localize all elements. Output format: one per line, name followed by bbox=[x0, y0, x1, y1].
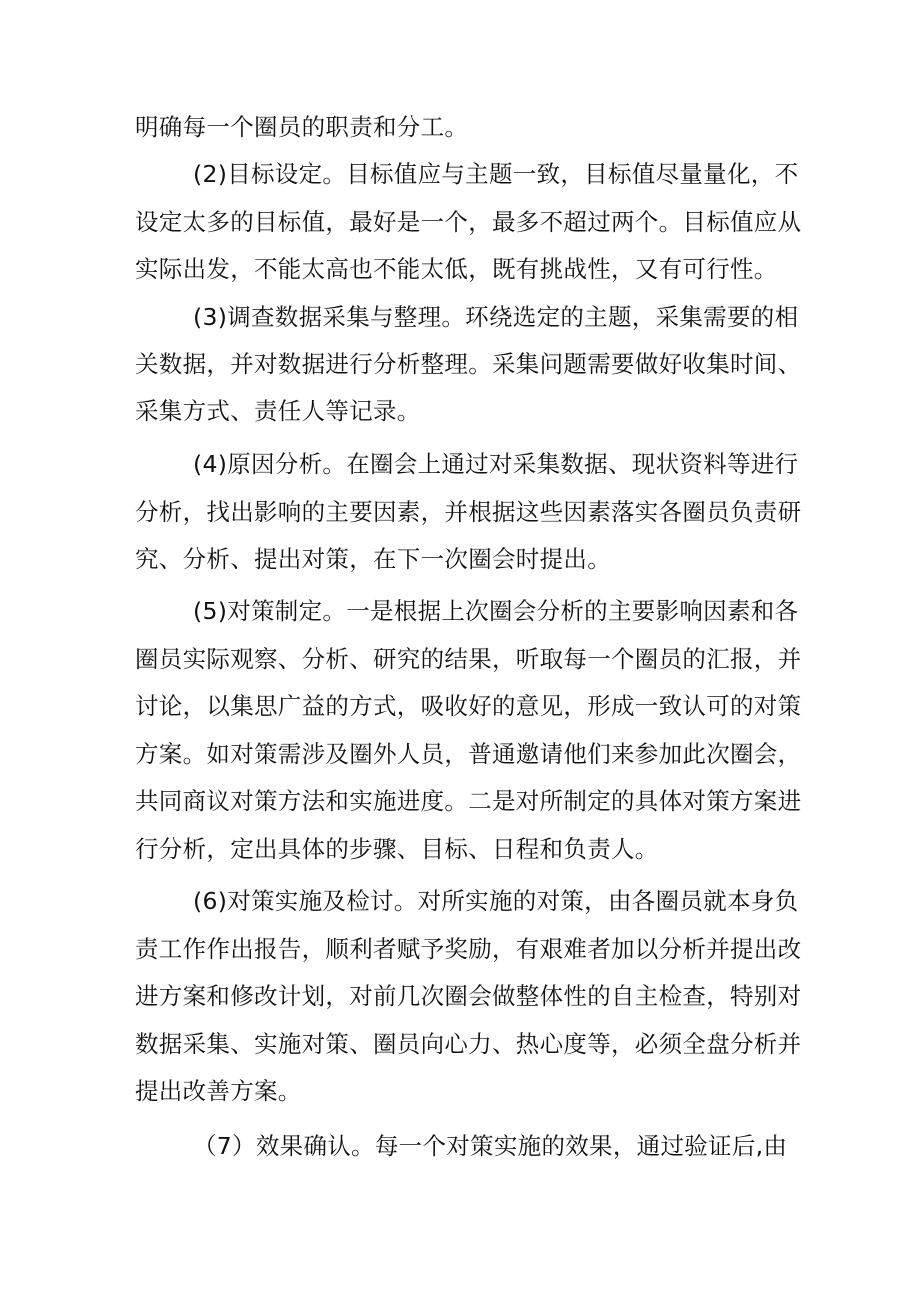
text-line: 明确每一个圈员的职责和分工。 bbox=[135, 113, 469, 141]
paragraph-7-start: （7）效果确认。每一个对策实施的效果，通过验证后,由 bbox=[193, 1132, 788, 1160]
text-line: 关数据，并对数据进行分析整理。采集问题需要做好收集时间、 bbox=[135, 350, 802, 378]
text-line: 进方案和修改计划，对前几次圈会做整体性的自主检查，特别对 bbox=[135, 982, 802, 1010]
text-line: 责工作作出报告，顺利者赋予奖励，有艰难者加以分析并提出改 bbox=[135, 935, 802, 963]
text-line: 分析，找出影响的主要因素，并根据这些因素落实各圈员负责研 bbox=[135, 498, 802, 526]
text-line: 方案。如对策需涉及圈外人员，普通邀请他们来参加此次圈会， bbox=[135, 740, 802, 768]
paragraph-6-start: (6)对策实施及检讨。对所实施的对策，由各圈员就本身负 bbox=[193, 887, 799, 915]
text-line: 究、分析、提出对策，在下一次圈会时提出。 bbox=[135, 545, 611, 573]
text-line: 设定太多的目标值，最好是一个，最多不超过两个。目标值应从 bbox=[135, 208, 802, 236]
text-line: 采集方式、责任人等记录。 bbox=[135, 397, 421, 425]
text-line: 共同商议对策方法和实施进度。二是对所制定的具体对策方案进 bbox=[135, 787, 802, 815]
text-line: 行分析，定出具体的步骤、目标、日程和负责人。 bbox=[135, 835, 659, 863]
paragraph-4-start: (4)原因分析。在圈会上通过对采集数据、现状资料等进行 bbox=[193, 450, 799, 478]
paragraph-5-start: (5)对策制定。一是根据上次圈会分析的主要影响因素和各 bbox=[193, 597, 799, 625]
text-line: 讨论，以集思广益的方式，吸收好的意见，形成一致认可的对策 bbox=[135, 692, 802, 720]
text-line: 提出改善方案。 bbox=[135, 1077, 302, 1105]
paragraph-3-start: (3)调查数据采集与整理。环绕选定的主题，采集需要的相 bbox=[193, 303, 799, 331]
text-line: 数据采集、实施对策、圈员向心力、热心度等，必须全盘分析并 bbox=[135, 1030, 802, 1058]
text-line: 圈员实际观察、分析、研究的结果，听取每一个圈员的汇报，并 bbox=[135, 645, 802, 673]
paragraph-2-start: (2)目标设定。目标值应与主题一致，目标值尽量量化，不 bbox=[193, 160, 799, 188]
text-line: 实际出发，不能太高也不能太低，既有挑战性，又有可行性。 bbox=[135, 255, 778, 283]
